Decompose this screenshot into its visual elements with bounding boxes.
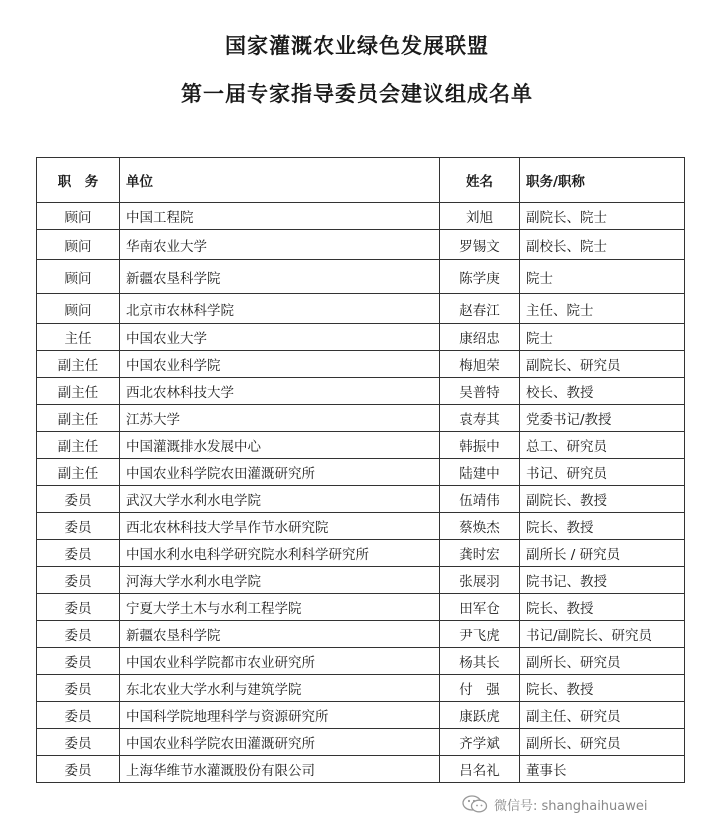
cell-title: 院长、教授	[520, 594, 685, 621]
cell-unit: 华南农业大学	[120, 230, 440, 260]
cell-title: 董事长	[520, 756, 685, 783]
wechat-icon	[462, 795, 488, 813]
header-unit: 单位	[120, 158, 440, 203]
cell-position: 副主任	[37, 432, 120, 459]
cell-name: 袁寿其	[440, 405, 520, 432]
cell-title: 院长、教授	[520, 675, 685, 702]
table-row	[37, 203, 685, 230]
cell-title: 总工、研究员	[520, 432, 685, 459]
table-row	[37, 230, 685, 260]
wechat-watermark	[462, 793, 648, 815]
cell-name: 伍靖伟	[440, 486, 520, 513]
table-row	[37, 260, 685, 294]
cell-unit: 北京市农林科学院	[120, 294, 440, 324]
cell-title: 副院长、教授	[520, 486, 685, 513]
cell-position: 副主任	[37, 405, 120, 432]
cell-unit: 中国农业科学院农田灌溉研究所	[120, 459, 440, 486]
cell-title: 副所长、研究员	[520, 729, 685, 756]
cell-position: 顾问	[37, 230, 120, 260]
cell-name: 梅旭荣	[440, 351, 520, 378]
cell-position: 副主任	[37, 459, 120, 486]
cell-title: 副院长、研究员	[520, 351, 685, 378]
table-row	[37, 513, 685, 540]
table-row	[37, 459, 685, 486]
cell-unit: 西北农林科技大学	[120, 378, 440, 405]
header-title: 职务/职称	[520, 158, 685, 203]
cell-name: 尹飞虎	[440, 621, 520, 648]
cell-unit: 宁夏大学土木与水利工程学院	[120, 594, 440, 621]
cell-position: 委员	[37, 756, 120, 783]
table-row	[37, 540, 685, 567]
cell-title: 副院长、院士	[520, 203, 685, 230]
cell-position: 副主任	[37, 378, 120, 405]
cell-position: 委员	[37, 729, 120, 756]
cell-position: 委员	[37, 702, 120, 729]
cell-position: 委员	[37, 567, 120, 594]
cell-unit: 中国农业科学院都市农业研究所	[120, 648, 440, 675]
header-name: 姓名	[440, 158, 520, 203]
watermark-text: 微信号: shanghaihuawei	[494, 798, 648, 814]
cell-title: 主任、院士	[520, 294, 685, 324]
table-row	[37, 324, 685, 351]
cell-unit: 中国农业科学院农田灌溉研究所	[120, 729, 440, 756]
cell-name: 陈学庚	[440, 260, 520, 294]
cell-title: 书记、研究员	[520, 459, 685, 486]
cell-title: 书记/副院长、研究员	[520, 621, 685, 648]
cell-title: 院书记、教授	[520, 567, 685, 594]
cell-unit: 新疆农垦科学院	[120, 621, 440, 648]
cell-unit: 上海华维节水灌溉股份有限公司	[120, 756, 440, 783]
table-header-row	[37, 158, 685, 203]
table-row	[37, 486, 685, 513]
cell-position: 委员	[37, 540, 120, 567]
cell-name: 陆建中	[440, 459, 520, 486]
cell-name: 罗锡文	[440, 230, 520, 260]
cell-unit: 新疆农垦科学院	[120, 260, 440, 294]
cell-position: 顾问	[37, 203, 120, 230]
cell-unit: 河海大学水利水电学院	[120, 567, 440, 594]
cell-position: 主任	[37, 324, 120, 351]
cell-name: 齐学斌	[440, 729, 520, 756]
cell-name: 吴普特	[440, 378, 520, 405]
cell-name: 杨其长	[440, 648, 520, 675]
cell-title: 副所长 / 研究员	[520, 540, 685, 567]
cell-title: 副所长、研究员	[520, 648, 685, 675]
cell-unit: 中国工程院	[120, 203, 440, 230]
cell-position: 委员	[37, 594, 120, 621]
table-row	[37, 621, 685, 648]
table-row	[37, 648, 685, 675]
table-row	[37, 594, 685, 621]
cell-title: 党委书记/教授	[520, 405, 685, 432]
cell-position: 顾问	[37, 260, 120, 294]
cell-unit: 中国农业大学	[120, 324, 440, 351]
cell-name: 韩振中	[440, 432, 520, 459]
document-title-line2: 第一届专家指导委员会建议组成名单	[181, 81, 533, 106]
table-row	[37, 405, 685, 432]
cell-position: 副主任	[37, 351, 120, 378]
cell-position: 顾问	[37, 294, 120, 324]
table-row	[37, 432, 685, 459]
table-row	[37, 294, 685, 324]
cell-position: 委员	[37, 513, 120, 540]
cell-unit: 中国农业科学院	[120, 351, 440, 378]
table-row	[37, 756, 685, 783]
table-row	[37, 702, 685, 729]
cell-name: 蔡焕杰	[440, 513, 520, 540]
document-title-line1: 国家灌溉农业绿色发展联盟	[225, 33, 489, 58]
cell-name: 张展羽	[440, 567, 520, 594]
cell-title: 副校长、院士	[520, 230, 685, 260]
cell-name: 吕名礼	[440, 756, 520, 783]
committee-table	[36, 157, 685, 783]
cell-name: 康跃虎	[440, 702, 520, 729]
cell-title: 校长、教授	[520, 378, 685, 405]
cell-name: 付 强	[440, 675, 520, 702]
cell-unit: 东北农业大学水利与建筑学院	[120, 675, 440, 702]
cell-unit: 中国灌溉排水发展中心	[120, 432, 440, 459]
cell-title: 院士	[520, 260, 685, 294]
cell-name: 龚时宏	[440, 540, 520, 567]
cell-unit: 西北农林科技大学旱作节水研究院	[120, 513, 440, 540]
cell-unit: 中国科学院地理科学与资源研究所	[120, 702, 440, 729]
header-position: 职 务	[37, 158, 120, 203]
cell-title: 副主任、研究员	[520, 702, 685, 729]
cell-name: 赵春江	[440, 294, 520, 324]
table-row	[37, 729, 685, 756]
cell-title: 院长、教授	[520, 513, 685, 540]
cell-name: 刘旭	[440, 203, 520, 230]
cell-unit: 武汉大学水利水电学院	[120, 486, 440, 513]
table-row	[37, 351, 685, 378]
table-body	[37, 203, 685, 783]
cell-position: 委员	[37, 486, 120, 513]
table-row	[37, 567, 685, 594]
cell-name: 康绍忠	[440, 324, 520, 351]
cell-unit: 江苏大学	[120, 405, 440, 432]
cell-position: 委员	[37, 648, 120, 675]
cell-position: 委员	[37, 675, 120, 702]
cell-unit: 中国水利水电科学研究院水利科学研究所	[120, 540, 440, 567]
cell-position: 委员	[37, 621, 120, 648]
table-row	[37, 675, 685, 702]
cell-title: 院士	[520, 324, 685, 351]
table-row	[37, 378, 685, 405]
cell-name: 田军仓	[440, 594, 520, 621]
